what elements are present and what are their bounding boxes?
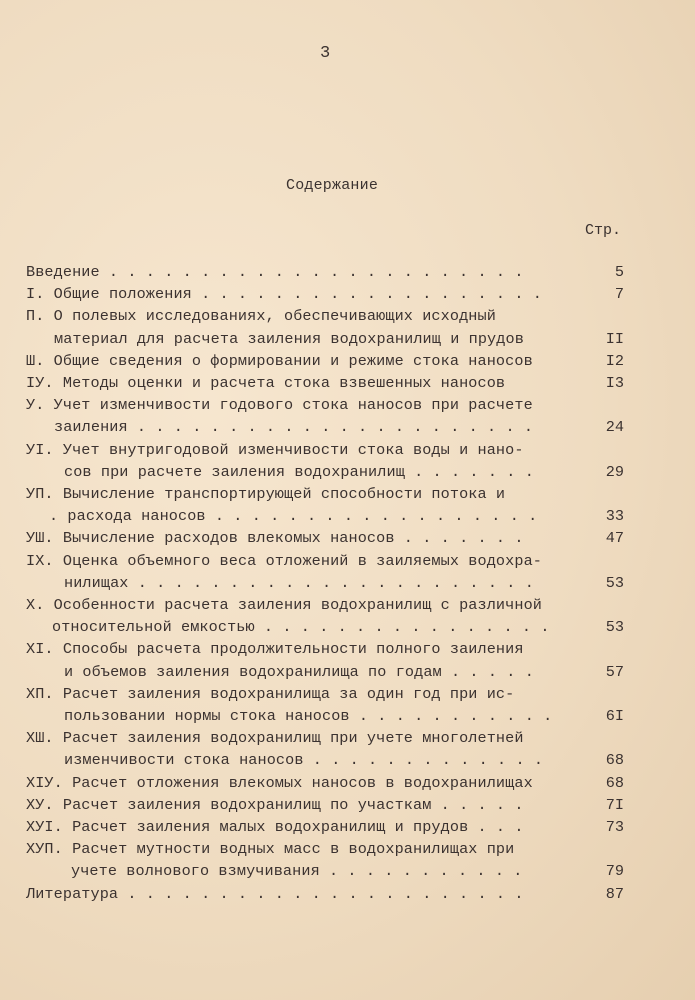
toc-entry-line (26, 351, 533, 371)
page-ref: 53 (605, 573, 624, 592)
toc-entry-line (54, 329, 524, 349)
chapter-title: учете волнового взмучивания . . . . . . . . . . . (71, 862, 523, 881)
page-ref: 79 (605, 862, 624, 881)
toc-entry-line (26, 728, 524, 748)
chapter-title: Общие сведения о формировании и режиме стока наносов (53, 351, 533, 370)
chapter-title: сов при расчете заиления водохранилищ . . . . . . . (64, 462, 534, 481)
toc-entry-line (26, 839, 514, 859)
page-ref: 47 (605, 529, 624, 548)
page-ref: 7I (605, 795, 624, 814)
chapter-title: Способы расчета продолжительности полного заиления (62, 640, 524, 659)
chapter-title: Литература . . . . . . . . . . . . . . . . . . . . . . (26, 884, 524, 903)
chapter-title: Расчет отложения влекомых наносов в водохранилищах (72, 773, 533, 792)
chapter-title: Вычисление транспортирующей способности потока и (62, 485, 506, 503)
chapter-title: заиления . . . . . . . . . . . . . . . . . . . . . . (54, 418, 534, 437)
toc-entry-line (26, 306, 496, 326)
chapter-number: У. (26, 396, 45, 415)
toc-entry-line (64, 462, 534, 482)
toc-entry-line (26, 528, 524, 548)
page-ref: 68 (605, 773, 624, 792)
chapter-number: IУ. (26, 374, 54, 392)
chapter-title: и объемов заиления водохранилища по годам . . . . . (64, 662, 534, 681)
chapter-number: П. (26, 307, 45, 326)
toc-entry-line (26, 551, 542, 571)
toc-entry-line (26, 395, 533, 415)
page-number: 3 (320, 44, 331, 63)
toc-title: Содержание (286, 177, 379, 194)
page-ref: I2 (605, 351, 624, 370)
chapter-title: Особенности расчета заиления водохранилищ с различной (53, 596, 542, 614)
toc-entry-line (26, 773, 533, 793)
toc-entry-line (26, 284, 542, 304)
page-ref: 7 (614, 285, 624, 304)
chapter-number: IX. (26, 551, 54, 570)
toc-entry-line (26, 484, 505, 504)
chapter-number: УШ. (26, 529, 54, 548)
page-ref: 6I (605, 707, 624, 725)
chapter-number: I. (26, 285, 45, 304)
chapter-number: XП. (26, 684, 54, 703)
chapter-title: изменчивости стока наносов . . . . . . . . . . . . . (64, 751, 544, 770)
chapter-title: Оценка объемного веса отложений в заиляемых водохра- (62, 551, 543, 570)
page-column-label: Стр. (585, 222, 622, 239)
chapter-title: Расчет заиления водохранилищ по участкам . . . . . (62, 795, 524, 814)
chapter-number: XУП. (26, 840, 63, 859)
page-ref: 29 (605, 462, 624, 481)
toc-entry-line (26, 817, 524, 837)
page-ref: 24 (605, 418, 624, 437)
chapter-number: XУ. (26, 795, 54, 814)
toc-entry-line (64, 706, 552, 726)
page-ref: II (605, 329, 624, 348)
page-ref: 33 (605, 507, 624, 526)
chapter-number: УI. (26, 440, 54, 459)
toc-entry-line (26, 373, 505, 393)
chapter-title: Введение . . . . . . . . . . . . . . . . . . . . . . . (26, 263, 524, 281)
page-ref: 68 (605, 751, 624, 770)
toc-entry-line (49, 506, 537, 526)
toc-entry-line (26, 884, 524, 904)
toc-entry-line (52, 617, 550, 637)
page-ref: 53 (605, 618, 624, 637)
chapter-title: нилищах . . . . . . . . . . . . . . . . . . . . . . (64, 573, 534, 592)
chapter-title: Вычисление расходов влекомых наносов . . . . . . . (62, 529, 524, 548)
chapter-number: X. (26, 596, 45, 614)
toc-entry-line (64, 750, 543, 770)
chapter-number: Ш. (26, 351, 45, 370)
chapter-number: УП. (26, 485, 54, 503)
page-ref: I3 (605, 374, 624, 392)
chapter-title: Общие положения . . . . . . . . . . . . . . . . . . . (53, 285, 542, 304)
toc-entry-line (26, 595, 542, 615)
chapter-number: XШ. (26, 729, 54, 748)
chapter-title: материал для расчета заиления водохранилищ и прудов (54, 329, 524, 348)
page-ref: 57 (605, 662, 624, 681)
chapter-title: Расчет мутности водных масс в водохранилищах при (72, 840, 515, 859)
page-ref: 87 (605, 884, 624, 903)
chapter-number: XУI. (26, 818, 63, 836)
toc-entry-line (26, 639, 524, 659)
chapter-title: Учет внутригодовой изменчивости стока воды и нано- (62, 440, 524, 459)
chapter-title: Учет изменчивости годового стока наносов при расчете (53, 396, 533, 415)
page-ref: 73 (605, 818, 624, 836)
toc-entry-line (26, 795, 524, 815)
toc-entry-line (26, 440, 524, 460)
chapter-title: Расчет заиления водохранилищ при учете многолетней (62, 729, 524, 748)
toc-entry-line (26, 262, 524, 282)
toc-entry-line (64, 662, 534, 682)
page-ref: 5 (614, 263, 624, 281)
chapter-title: О полевых исследованиях, обеспечивающих исходный (53, 307, 496, 326)
chapter-title: . расхода наносов . . . . . . . . . . . . . . . . . . (49, 507, 538, 526)
chapter-title: Методы оценки и расчета стока взвешенных наносов (62, 374, 506, 392)
chapter-title: Расчет заиления водохранилища за один год при ис- (62, 684, 515, 703)
chapter-title: пользовании нормы стока наносов . . . . . . . . . . . (64, 707, 553, 725)
chapter-number: XIУ. (26, 773, 63, 792)
chapter-title: Расчет заиления малых водохранилищ и прудов . . . (72, 818, 524, 836)
toc-entry-line (64, 573, 534, 593)
toc-entry-line (26, 684, 514, 704)
chapter-number: XI. (26, 640, 54, 659)
toc-entry-line (71, 861, 523, 881)
chapter-title: относительной емкостью . . . . . . . . . . . . . . . . (52, 618, 550, 637)
toc-entry-line (54, 417, 533, 437)
